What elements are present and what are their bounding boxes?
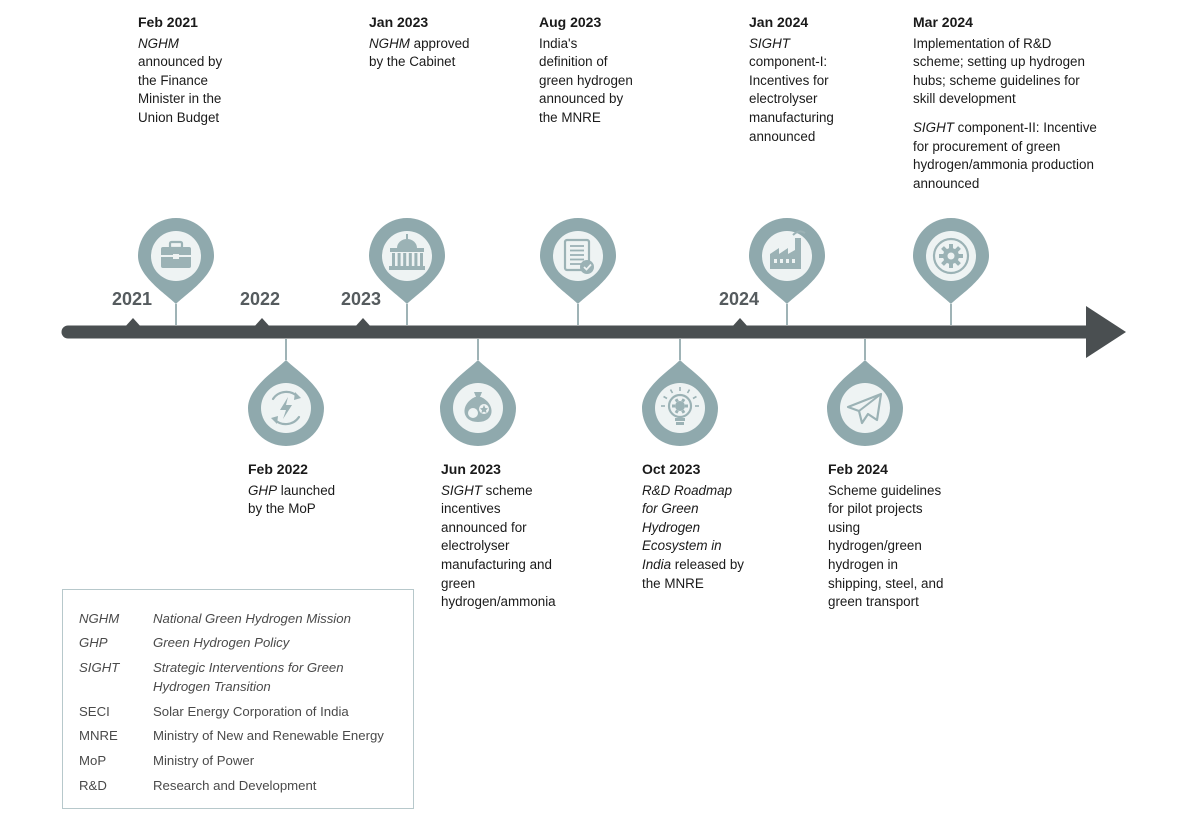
event-date: Oct 2023 — [642, 461, 701, 477]
event-text-segment: hydrogen/green — [828, 538, 922, 554]
legend-row — [63, 776, 403, 796]
event-text-emphasis: Hydrogen — [642, 519, 701, 535]
legend-abbr: NGHM — [79, 611, 120, 626]
event-text-line — [441, 482, 556, 501]
event-text-line — [441, 575, 556, 594]
event-text-line — [642, 575, 744, 594]
event-text-line — [642, 519, 744, 538]
legend-full: Solar Energy Corporation of India — [153, 704, 349, 719]
event-text-emphasis: SIGHT — [913, 119, 954, 135]
event-text-segment: Implementation of R&D — [913, 35, 1052, 51]
event-pin-jan-2024 — [749, 218, 825, 325]
event-text-segment: announced — [749, 128, 816, 144]
event-text-line — [138, 35, 222, 54]
event-text-line — [913, 156, 1097, 175]
event-text-segment: using — [828, 519, 861, 535]
event-pin-aug-2023 — [540, 218, 616, 325]
event-text-segment: electrolyser — [441, 538, 510, 554]
event-text-segment: by the Cabinet — [369, 54, 456, 70]
event-date: Jun 2023 — [441, 461, 501, 477]
event-text-segment: the MNRE — [539, 109, 601, 125]
event-text-line — [369, 53, 469, 72]
event-date: Jan 2023 — [369, 14, 429, 30]
event-description-second-paragraph — [913, 119, 1097, 193]
legend-row — [63, 633, 403, 653]
event-text-segment: Scheme guidelines — [828, 482, 942, 498]
event-text-segment: Minister in the — [138, 91, 222, 107]
legend-full: Ministry of New and Renewable Energy — [153, 728, 384, 743]
legend-full: Research and Development — [153, 778, 317, 793]
event-date: Feb 2021 — [138, 14, 198, 30]
event-text-emphasis: SIGHT — [441, 482, 482, 498]
event-text-line — [539, 72, 633, 91]
event-text-segment: scheme — [481, 482, 533, 498]
event-text-segment: Union Budget — [138, 109, 220, 125]
event-text-line — [749, 72, 834, 91]
event-text-segment: hydrogen in — [828, 556, 898, 572]
event-text-line — [913, 175, 1097, 194]
event-description — [913, 13, 1097, 193]
event-text-emphasis: GHP — [248, 482, 278, 498]
legend-abbr: R&D — [79, 778, 107, 793]
legend-row — [63, 609, 403, 629]
event-text-line — [913, 72, 1097, 91]
event-text-segment: component-II: Incentive — [953, 119, 1097, 135]
event-text-line — [441, 593, 556, 612]
event-text-line — [749, 128, 834, 147]
event-text-segment: released by — [671, 556, 744, 572]
event-text-line — [749, 35, 834, 54]
event-pin-feb-2024 — [827, 339, 903, 446]
event-text-segment: scheme; setting up hydrogen — [913, 54, 1085, 70]
event-text-segment: for procurement of green — [913, 138, 1061, 154]
event-description — [828, 460, 943, 612]
event-date: Mar 2024 — [913, 14, 973, 30]
abbreviation-legend — [62, 589, 414, 809]
event-text-line — [369, 35, 469, 54]
gear-icon — [934, 239, 968, 273]
event-text-segment: definition of — [539, 54, 608, 70]
event-description — [441, 460, 556, 612]
event-text-segment: hydrogen/ammonia production — [913, 157, 1094, 173]
event-description — [138, 13, 222, 128]
year-tick-2022 — [253, 318, 271, 328]
event-date: Feb 2024 — [828, 461, 888, 477]
event-text-line — [539, 53, 633, 72]
event-text-segment: by the MoP — [248, 501, 316, 517]
event-text-emphasis: R&D Roadmap — [642, 482, 733, 498]
event-text-segment: the MNRE — [642, 575, 704, 591]
event-text-emphasis: India — [642, 556, 672, 572]
event-text-line — [913, 90, 1097, 109]
event-description — [539, 13, 633, 128]
event-text-segment: for pilot projects — [828, 501, 923, 517]
event-text-segment: green hydrogen — [539, 72, 633, 88]
event-text-line — [539, 90, 633, 109]
year-label-2022: 2022 — [240, 289, 281, 309]
year-label-2021: 2021 — [112, 289, 153, 309]
legend-abbr: MNRE — [79, 728, 118, 743]
legend-abbr: MoP — [79, 753, 107, 768]
event-text-segment: announced for — [441, 519, 527, 535]
legend-full: Ministry of Power — [153, 753, 255, 768]
event-pin-jun-2023 — [440, 339, 516, 446]
event-text-line — [138, 109, 222, 128]
event-text-line — [642, 556, 744, 575]
event-text-line — [828, 575, 943, 594]
event-date: Feb 2022 — [248, 461, 308, 477]
event-text-segment: hubs; scheme guidelines for — [913, 72, 1080, 88]
event-text-line — [441, 500, 556, 519]
event-pin-mar-2024 — [913, 218, 989, 325]
event-description — [642, 460, 744, 593]
legend-abbr: SIGHT — [79, 660, 120, 675]
legend-row — [63, 702, 403, 722]
year-tick-2023 — [354, 318, 372, 328]
event-description — [248, 460, 335, 519]
event-text-segment: skill development — [913, 91, 1016, 107]
event-text-segment: hydrogen/ammonia — [441, 594, 556, 610]
event-text-segment: India's — [539, 35, 578, 51]
event-text-line — [913, 138, 1097, 157]
event-text-line — [913, 119, 1097, 138]
event-text-emphasis: for Green — [642, 501, 699, 517]
legend-full: National Green Hydrogen Mission — [153, 611, 351, 626]
event-text-segment: the Finance — [138, 72, 208, 88]
event-text-line — [828, 537, 943, 556]
event-text-line — [913, 35, 1097, 54]
year-label-2024: 2024 — [719, 289, 760, 309]
legend-full: Strategic Interventions for Green — [153, 660, 344, 675]
legend-full-cont: Hydrogen Transition — [153, 679, 271, 694]
event-text-segment: incentives — [441, 501, 501, 517]
legend-row — [63, 658, 403, 698]
event-text-segment: announced — [913, 175, 980, 191]
legend-abbr: GHP — [79, 635, 108, 650]
year-label-2023: 2023 — [341, 289, 382, 309]
event-text-line — [539, 109, 633, 128]
event-text-line — [441, 556, 556, 575]
legend-abbr: SECI — [79, 704, 110, 719]
event-text-line — [138, 53, 222, 72]
event-text-line — [828, 556, 943, 575]
event-text-segment: shipping, steel, and — [828, 575, 944, 591]
event-description — [749, 13, 834, 146]
event-text-line — [248, 482, 335, 501]
event-pin-feb-2022 — [248, 339, 324, 446]
legend-row — [63, 726, 403, 746]
event-text-segment: electrolyser — [749, 91, 818, 107]
event-text-line — [248, 500, 335, 519]
event-text-line — [828, 519, 943, 538]
event-text-line — [749, 90, 834, 109]
event-text-emphasis: NGHM — [138, 35, 179, 51]
pin-inner-circle — [840, 383, 890, 433]
event-text-line — [642, 537, 744, 556]
event-text-segment: manufacturing — [749, 109, 834, 125]
event-text-line — [828, 593, 943, 612]
event-text-line — [539, 35, 633, 54]
event-text-line — [828, 482, 943, 501]
event-text-line — [138, 72, 222, 91]
pin-inner-circle — [553, 231, 603, 281]
legend-row — [63, 751, 403, 771]
year-tick-2024 — [731, 318, 749, 328]
event-text-segment: launched — [277, 482, 336, 498]
event-text-line — [913, 53, 1097, 72]
event-text-line — [642, 500, 744, 519]
event-date: Jan 2024 — [749, 14, 809, 30]
legend-full: Green Hydrogen Policy — [153, 635, 290, 650]
event-text-emphasis: SIGHT — [749, 35, 790, 51]
event-text-segment: green — [441, 575, 476, 591]
event-pin-oct-2023 — [642, 339, 718, 446]
event-text-segment: approved — [409, 35, 470, 51]
event-text-segment: Incentives for — [749, 72, 829, 88]
event-text-segment: component-I: — [749, 54, 828, 70]
event-text-emphasis: NGHM — [369, 35, 410, 51]
event-text-line — [642, 482, 744, 501]
event-text-line — [828, 500, 943, 519]
event-text-segment: green transport — [828, 594, 919, 610]
year-tick-2021 — [124, 318, 142, 328]
event-description — [369, 13, 469, 72]
timeline-arrowhead — [1086, 306, 1126, 358]
event-text-line — [749, 53, 834, 72]
event-text-segment: announced by — [138, 54, 223, 70]
event-text-line — [441, 519, 556, 538]
event-text-emphasis: Ecosystem in — [642, 538, 722, 554]
event-text-line — [441, 537, 556, 556]
event-text-line — [138, 90, 222, 109]
event-text-segment: manufacturing and — [441, 556, 552, 572]
event-text-line — [749, 109, 834, 128]
event-date: Aug 2023 — [539, 14, 602, 30]
event-text-segment: announced by — [539, 91, 624, 107]
